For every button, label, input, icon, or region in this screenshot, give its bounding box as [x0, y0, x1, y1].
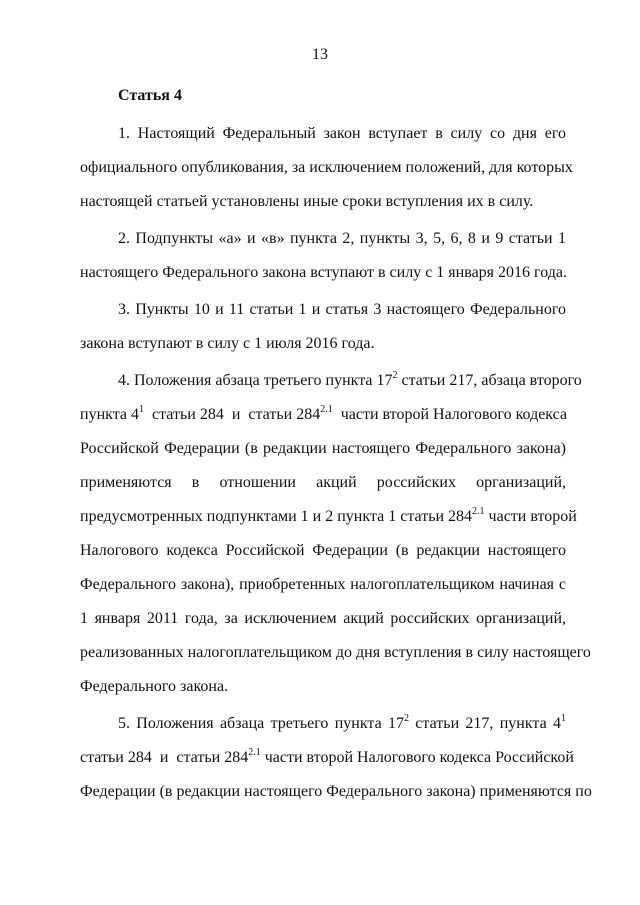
superscript: 1: [561, 713, 566, 724]
text-line: [80, 466, 566, 500]
text-line: [80, 222, 566, 256]
text-line: [80, 432, 566, 466]
page-number: 13: [312, 46, 328, 63]
text-segment: настоящей статьей установлены иные сроки вступления их в силу.: [80, 193, 534, 210]
text-line: [80, 364, 582, 398]
article-heading: Статья 4: [118, 87, 182, 104]
text-segment: настоящего Федерального закона вступают в силу с 1 января 2016 года.: [80, 264, 567, 281]
text-line: [80, 398, 566, 432]
text-line: [80, 741, 574, 775]
paragraph: [80, 707, 592, 809]
text-line: [80, 293, 566, 327]
text-segment: Российской Федерации (в редакции настоящего Федерального закона): [80, 440, 566, 457]
text-line: [80, 568, 566, 602]
superscript: 2.1: [472, 506, 485, 517]
text-line: [80, 185, 566, 219]
text-segment: статьи 284 и статьи 284: [143, 406, 321, 423]
text-line: [80, 327, 566, 361]
text-line: [80, 602, 566, 636]
text-segment: применяются в отношении акций российских организаций,: [80, 474, 566, 491]
text-segment: части второй Налогового кодекса Российской: [260, 749, 574, 766]
text-segment: 4. Положения абзаца третьего пункта 17: [118, 372, 393, 389]
text-line: [80, 636, 591, 670]
text-segment: Федерального закона.: [80, 678, 229, 695]
text-line: [80, 775, 592, 809]
text-segment: Федерации (в редакции настоящего Федерального закона) применяются по: [80, 783, 592, 800]
superscript: 2: [392, 370, 398, 381]
paragraph: [80, 364, 591, 704]
text-segment: статьи 217, пункта 4: [409, 715, 561, 732]
text-segment: Федерального закона), приобретенных налогоплательщиком начиная с: [80, 576, 566, 593]
text-segment: 1 января 2011 года, за исключением акций российских организаций,: [80, 610, 566, 627]
text-segment: реализованных налогоплательщиком до дня вступления в силу настоящего: [80, 644, 591, 661]
text-segment: предусмотренных подпунктами 1 и 2 пункта 1 статьи 284: [80, 508, 473, 525]
superscript: 2.1: [320, 404, 333, 415]
text-segment: пункта 4: [80, 406, 139, 423]
text-line: [80, 707, 566, 741]
text-line: [80, 670, 566, 704]
text-segment: статьи 284 и статьи 284: [80, 749, 249, 766]
text-segment: 5. Положения абзаца третьего пункта 17: [118, 715, 404, 732]
text-segment: официального опубликования, за исключением положений, для которых: [80, 159, 573, 176]
paragraph: [80, 293, 566, 361]
text-segment: 1. Настоящий Федеральный закон вступает в силу со дня его: [118, 125, 566, 142]
text-line: [80, 256, 566, 290]
text-segment: Налогового кодекса Российской Федерации (в редакции настоящего: [80, 542, 566, 559]
text-line: [80, 151, 573, 185]
text-segment: закона вступают в силу с 1 июля 2016 года.: [80, 335, 375, 352]
superscript: 1: [138, 404, 144, 415]
superscript: 2: [404, 713, 409, 724]
text-line: [80, 500, 577, 534]
text-segment: статьи 217, абзаца второго: [397, 372, 582, 389]
superscript: 2.1: [248, 747, 261, 758]
paragraph: [80, 222, 566, 290]
text-line: [80, 534, 566, 568]
text-segment: 3. Пункты 10 и 11 статьи 1 и статья 3 настоящего Федерального: [118, 301, 566, 318]
text-segment: части второй: [484, 508, 577, 525]
text-segment: 2. Подпункты «а» и «в» пункта 2, пункты 3, 5, 6, 8 и 9 статьи 1: [118, 230, 566, 247]
text-line: [80, 117, 566, 151]
paragraph: [80, 117, 573, 219]
document-body: [80, 117, 592, 812]
text-segment: части второй Налогового кодекса: [332, 406, 568, 423]
